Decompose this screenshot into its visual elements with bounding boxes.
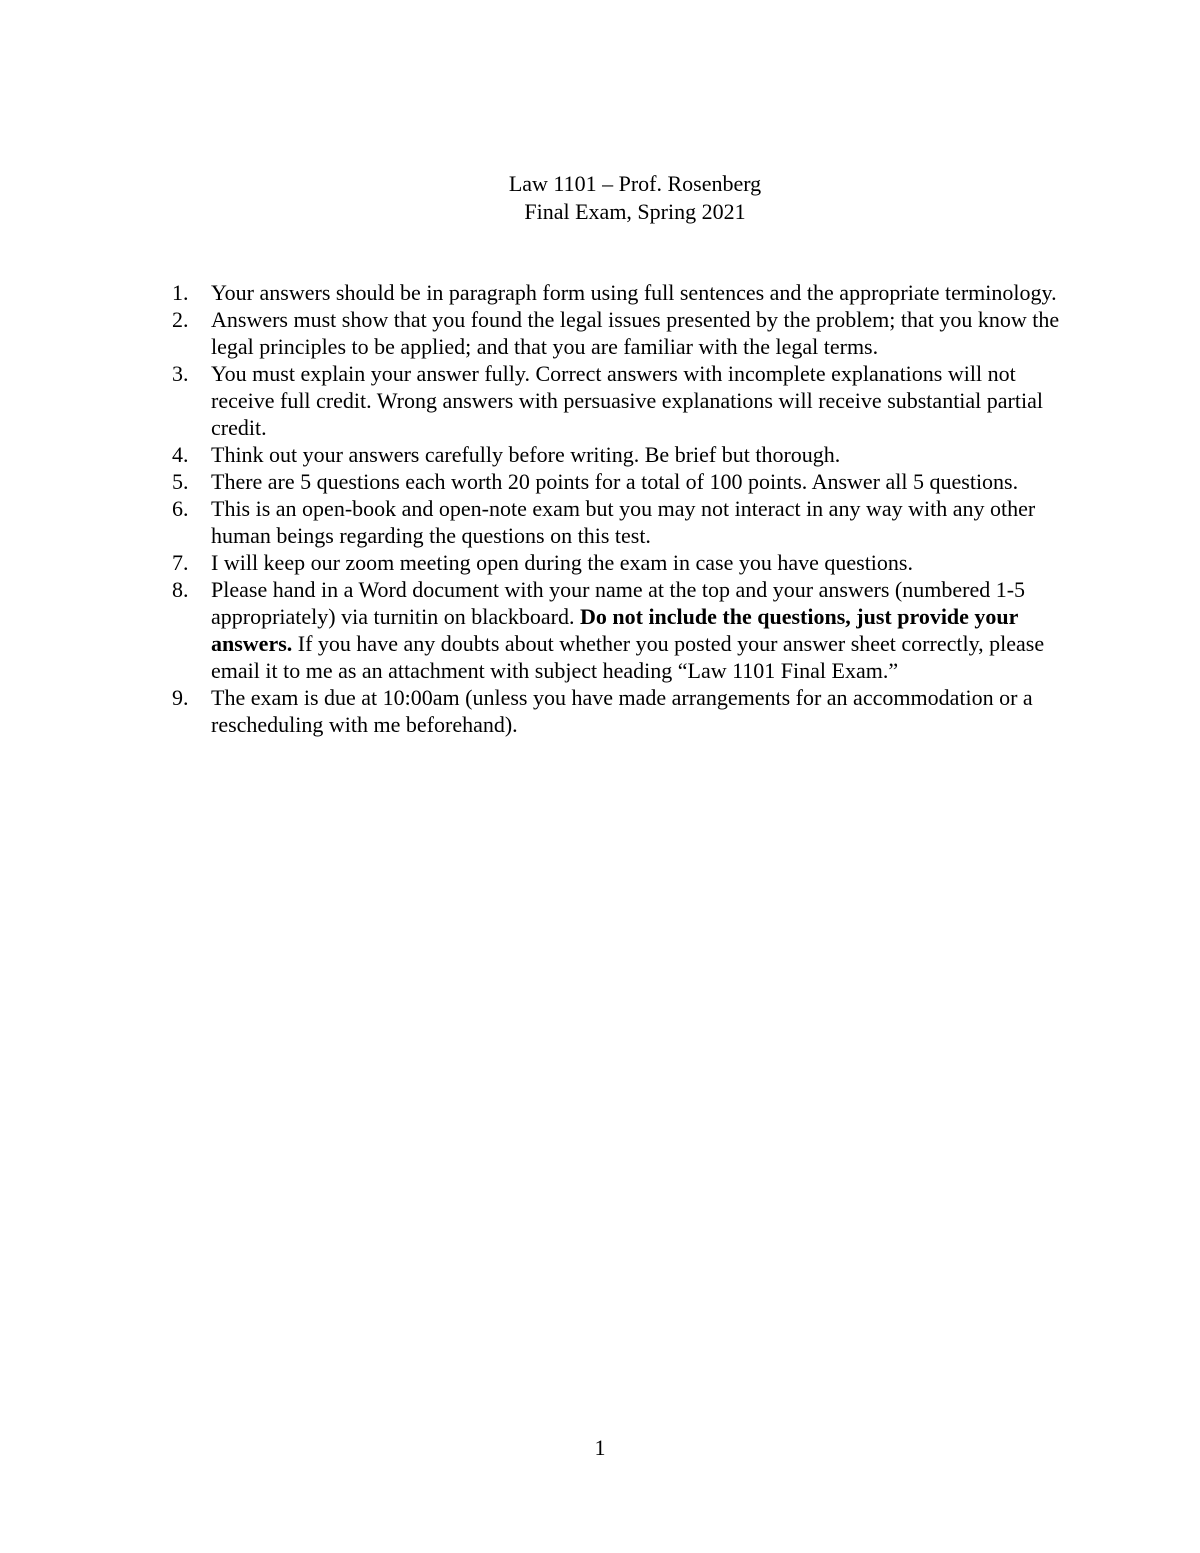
instruction-item — [172, 549, 1062, 576]
instructions-list — [172, 279, 1062, 738]
instruction-item — [172, 441, 1062, 468]
instruction-number: 4. — [172, 442, 189, 467]
instruction-text: There are 5 questions each worth 20 points for a total of 100 points. Answer all 5 questions. — [211, 469, 1019, 494]
instruction-text: This is an open-book and open-note exam but you may not interact in any way with any other human beings regarding the questions on this test. — [211, 496, 1036, 548]
exam-title: Final Exam, Spring 2021 — [524, 199, 746, 224]
instruction-item — [172, 306, 1062, 360]
instruction-number: 5. — [172, 469, 189, 494]
instruction-item — [172, 684, 1062, 738]
instruction-text-after: If you have any doubts about whether you posted your answer sheet correctly, please email it to me as an attachment with subject heading “Law 1101 Final Exam.” — [211, 631, 1045, 683]
instruction-item — [172, 495, 1062, 549]
document-header — [0, 170, 1200, 226]
instruction-text: Think out your answers carefully before writing. Be brief but thorough. — [211, 442, 841, 467]
instruction-text: Your answers should be in paragraph form using full sentences and the appropriate terminology. — [211, 280, 1057, 305]
instruction-item — [172, 468, 1062, 495]
instruction-item — [172, 279, 1062, 306]
instruction-item — [172, 576, 1062, 684]
instruction-text: You must explain your answer fully. Correct answers with incomplete explanations will not receive full credit. Wrong answers with persuasive explanations will receive substantial partial credit. — [211, 361, 1043, 440]
instruction-text: Answers must show that you found the legal issues presented by the problem; that you know the legal principles to be applied; and that you are familiar with the legal terms. — [211, 307, 1060, 359]
instruction-number: 8. — [172, 577, 189, 602]
page-number: 1 — [594, 1435, 606, 1460]
instruction-text: I will keep our zoom meeting open during the exam in case you have questions. — [211, 550, 913, 575]
instruction-number: 2. — [172, 307, 189, 332]
instruction-number: 3. — [172, 361, 189, 386]
course-title: Law 1101 – Prof. Rosenberg — [508, 171, 762, 196]
instruction-number: 6. — [172, 496, 189, 521]
instruction-number: 7. — [172, 550, 189, 575]
instruction-text: The exam is due at 10:00am (unless you have made arrangements for an accommodation or a rescheduling with me beforehand). — [211, 685, 1033, 737]
instruction-number: 1. — [172, 280, 189, 305]
instruction-number: 9. — [172, 685, 189, 710]
instruction-item — [172, 360, 1062, 441]
instruction-bold-text: Do not include the questions, just provide your answers. — [211, 604, 1019, 656]
instruction-text-before: Please hand in a Word document with your name at the top and your answers (numbered 1-5 appropriately) via turnitin on blackboard. — [211, 577, 1026, 629]
